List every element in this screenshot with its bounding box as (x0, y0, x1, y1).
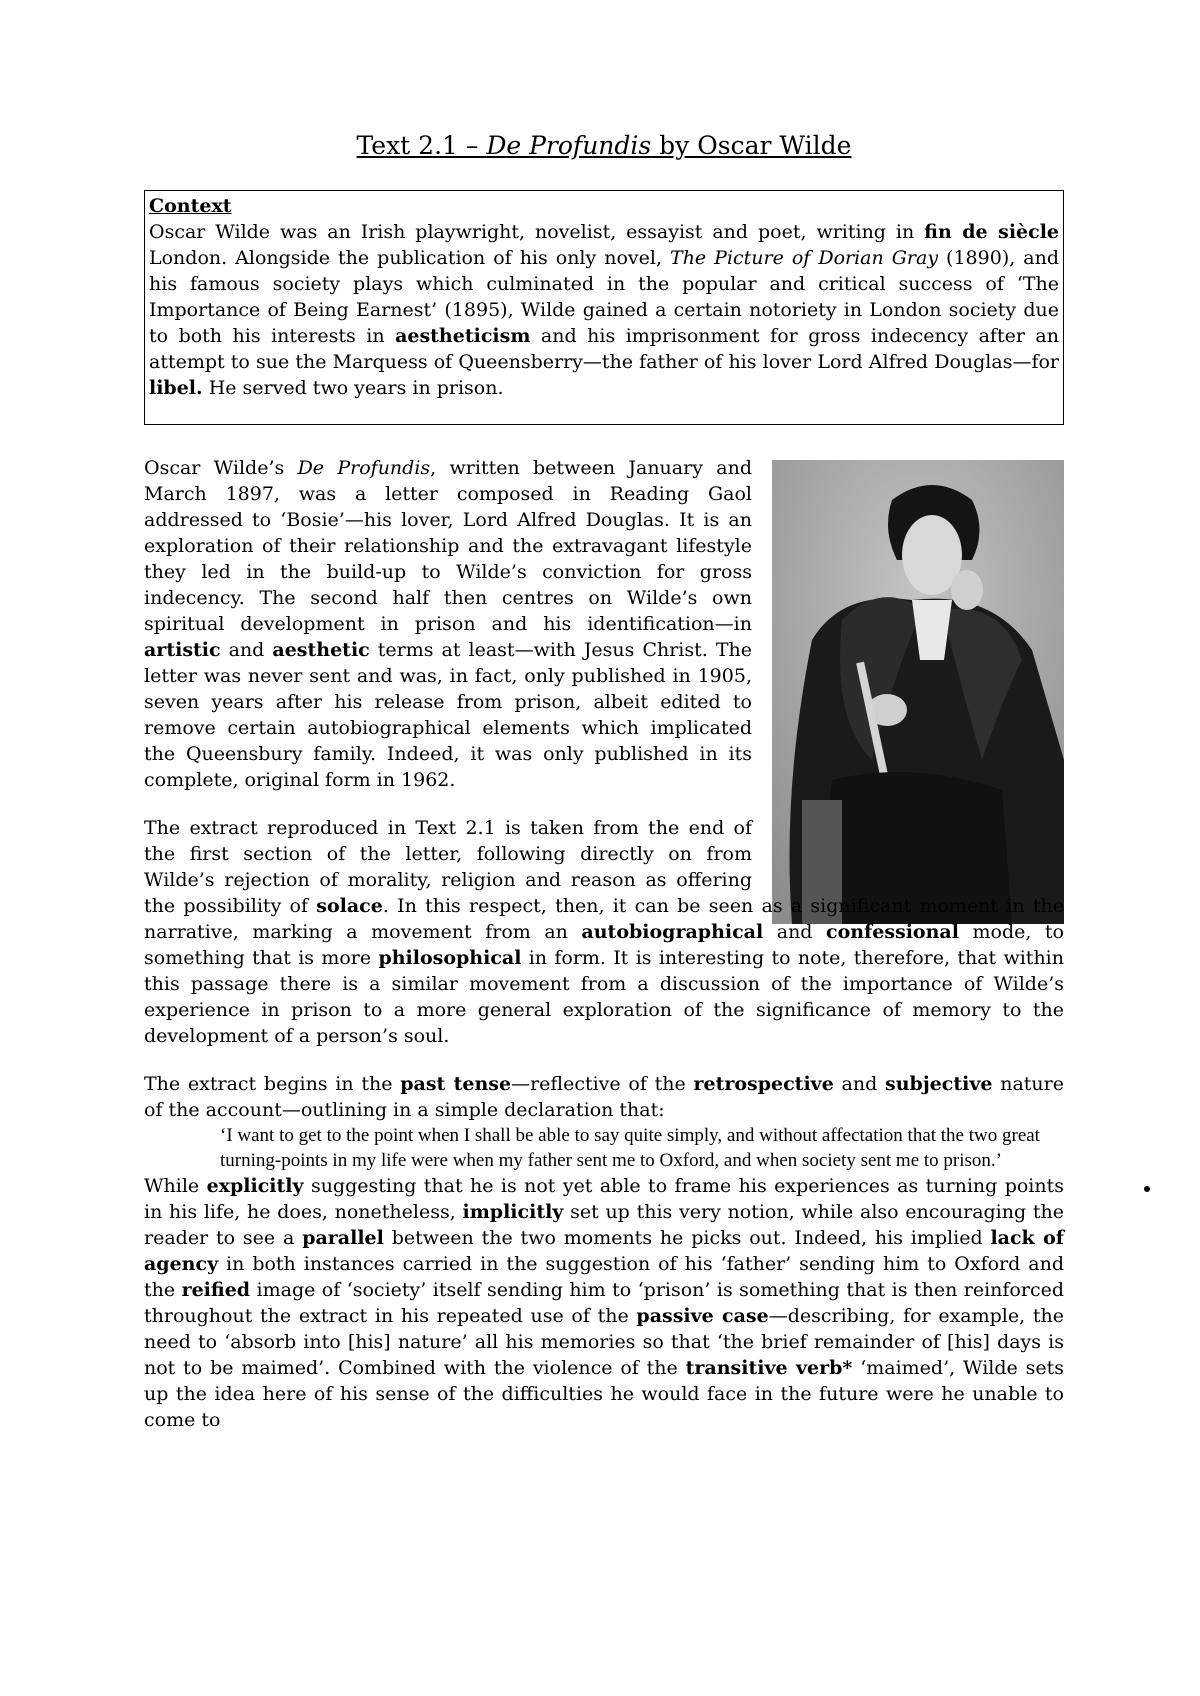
context-box (144, 190, 1064, 425)
paragraph-analysis: While explicitly suggesting that he is not yet able to frame his experiences as turning points in his life, he does, nonetheless, implicitly set up this very notion, while also encouraging the reader to see a parallel between the two moments he picks out. Indeed, his implied lack of agency in both instances carried in the suggestion of his ‘father’ sending him to Oxford and the reified image of ‘society’ itself sending him to ‘prison’ is something that is then reinforced throughout the extract in his repeated use of the passive case—describing, for example, the need to ‘absorb into [his] nature’ all his memories so that ‘the brief remainder of [his] days is not to be maimed’. Combined with the violence of the transitive verb* ‘maimed’, Wilde sets up the idea here of his sense of the difficulties he would face in the future were he unable to come to (144, 1175, 1065, 1431)
main-text (144, 455, 1064, 1433)
paragraph-past-tense: The extract begins in the past tense—reflective of the retrospective and subjective nature of the account—outlining in a simple declaration that: (144, 1073, 1064, 1121)
context-text: Oscar Wilde was an Irish playwright, novelist, essayist and poet, writing in fin de siècle London. Alongside the publication of his only novel, The Picture of Dorian Gray (1890), and his famous society plays which culminated in the popular and critical success of ‘The Importance of Being Earnest’ (1895), Wilde gained a certain notoriety in London society due to both his interests in aestheticism and his imprisonment for gross indecency after an attempt to sue the Marquess of Queensberry—the father of his lover Lord Alfred Douglas—for libel. He served two years in prison. (149, 221, 1060, 399)
block-quote: ‘I want to get to the point when I shall be able to say quite simply, and without affectation that the two great turning-points in my life were when my father sent me to Oxford, and when society sent me to prison.’ (220, 1125, 1040, 1171)
title-work: De Profundis (486, 131, 652, 160)
page-title (144, 130, 1064, 162)
paragraph-intro: Oscar Wilde’s De Profundis, written between January and March 1897, was a letter composed in Reading Gaol addressed to ‘Bosie’—his lover, Lord Alfred Douglas. It is an exploration of their relationship and the extravagant lifestyle they led in the build-up to Wilde’s conviction for gross indecency. The second half then centres on Wilde’s own spiritual development in prison and his identification—in artistic and aesthetic terms at least—with Jesus Christ. The letter was never sent and was, in fact, only published in 1905, seven years after his release from prison, albeit edited to remove certain autobiographical elements which implicated the Queensbury family. Indeed, it was only published in its complete, original form in 1962. (144, 457, 752, 791)
context-heading: Context (149, 195, 232, 217)
portrait-wrap-spacer (752, 815, 1064, 893)
title-prefix: Text 2.1 – (356, 131, 487, 160)
stray-bullet-mark (1144, 1186, 1150, 1192)
paragraph-extract-text: The extract reproduced in Text 2.1 is taken from the end of the first section of the letter, following directly on from Wilde’s rejection of morality, religion and reason as offering the possibility of solace. In this respect, then, it can be seen as a significant moment in the narrative, marking a movement from an autobiographical and confessional mode, to something that is more philosophical in form. It is interesting to note, therefore, that within this passage there is a similar movement from a discussion of the importance of Wilde’s experience in prison to a more general exploration of the significance of memory to the development of a person’s soul. (144, 817, 1064, 1047)
title-suffix: by Oscar Wilde (651, 131, 852, 160)
